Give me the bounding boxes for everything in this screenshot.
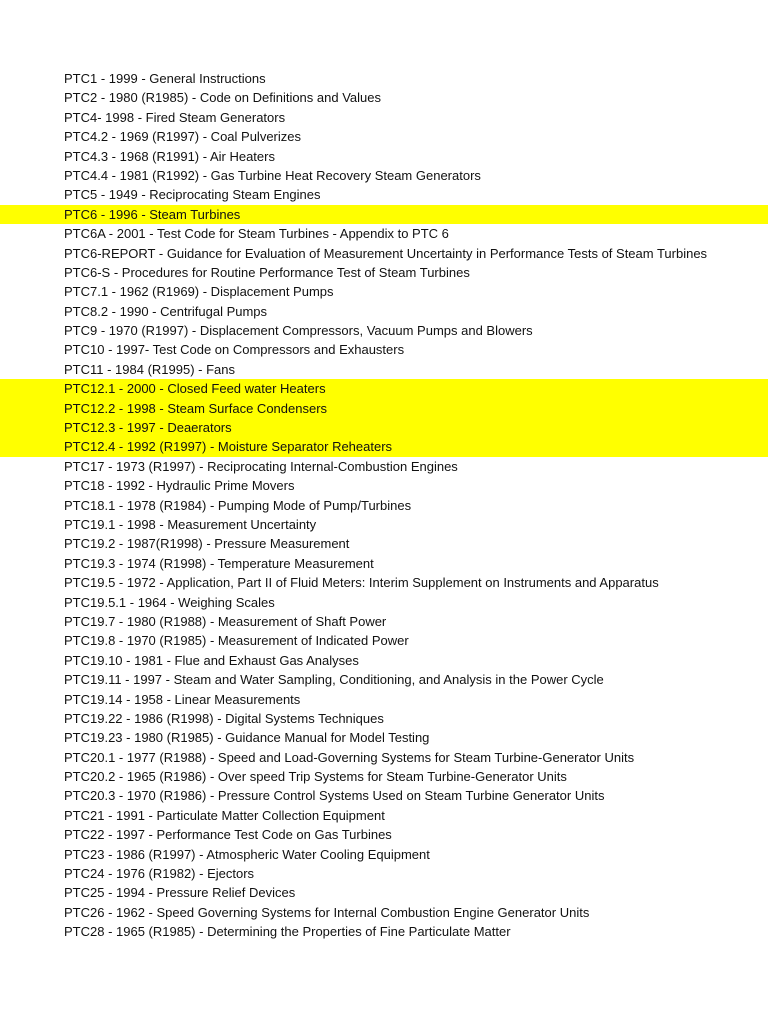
list-item: PTC2 - 1980 (R1985) - Code on Definitions and Values [64, 90, 381, 106]
list-item: PTC11 - 1984 (R1995) - Fans [64, 361, 235, 377]
list-item: PTC19.5 - 1972 - Application, Part II of Fluid Meters: Interim Supplement on Instruments and Apparatus [64, 575, 659, 591]
list-item: PTC19.8 - 1970 (R1985) - Measurement of Indicated Power [64, 633, 409, 649]
highlighted-list-item: PTC12.2 - 1998 - Steam Surface Condensers [0, 399, 768, 418]
list-item: PTC19.14 - 1958 - Linear Measurements [64, 691, 301, 707]
list-item: PTC19.23 - 1980 (R1985) - Guidance Manual for Model Testing [64, 730, 430, 746]
list-item: PTC25 - 1994 - Pressure Relief Devices [64, 885, 296, 901]
list-item: PTC19.2 - 1987(R1998) - Pressure Measurement [64, 536, 350, 552]
list-item: PTC6-S - Procedures for Routine Performance Test of Steam Turbines [64, 264, 470, 280]
list-item: PTC18 - 1992 - Hydraulic Prime Movers [64, 478, 295, 494]
list-item: PTC28 - 1965 (R1985) - Determining the Properties of Fine Particulate Matter [64, 924, 511, 940]
list-item: PTC19.22 - 1986 (R1998) - Digital Systems Techniques [64, 710, 384, 726]
highlighted-list-item: PTC12.4 - 1992 (R1997) - Moisture Separator Reheaters [0, 437, 768, 456]
list-item: PTC17 - 1973 (R1997) - Reciprocating Internal-Combustion Engines [64, 458, 458, 474]
list-item: PTC20.2 - 1965 (R1986) - Over speed Trip Systems for Steam Turbine-Generator Units [64, 769, 567, 785]
highlighted-list-item: PTC6 - 1996 - Steam Turbines [0, 205, 768, 224]
list-item: PTC19.10 - 1981 - Flue and Exhaust Gas Analyses [64, 652, 359, 668]
list-item: PTC10 - 1997- Test Code on Compressors and Exhausters [64, 342, 405, 358]
list-item: PTC19.3 - 1974 (R1998) - Temperature Measurement [64, 555, 374, 571]
list-item: PTC24 - 1976 (R1982) - Ejectors [64, 866, 255, 882]
list-item: PTC19.11 - 1997 - Steam and Water Sampling, Conditioning, and Analysis in the Power Cycle [64, 672, 604, 688]
list-item: PTC19.7 - 1980 (R1988) - Measurement of Shaft Power [64, 613, 387, 629]
list-item: PTC26 - 1962 - Speed Governing Systems for Internal Combustion Engine Generator Units [64, 904, 590, 920]
list-item: PTC4.3 - 1968 (R1991) - Air Heaters [64, 148, 275, 164]
list-item: PTC1 - 1999 - General Instructions [64, 71, 266, 86]
list-item: PTC4- 1998 - Fired Steam Generators [64, 109, 286, 125]
list-item: PTC23 - 1986 (R1997) - Atmospheric Water Cooling Equipment [64, 846, 430, 862]
highlighted-list-item: PTC12.1 - 2000 - Closed Feed water Heaters [0, 379, 768, 398]
list-item: PTC22 - 1997 - Performance Test Code on Gas Turbines [64, 827, 392, 843]
list-item: PTC6-REPORT - Guidance for Evaluation of Measurement Uncertainty in Performance Tests of Steam Turbines [64, 245, 708, 261]
list-item: PTC20.1 - 1977 (R1988) - Speed and Load-Governing Systems for Steam Turbine-Generator Units [64, 749, 635, 765]
list-item: PTC9 - 1970 (R1997) - Displacement Compressors, Vacuum Pumps and Blowers [64, 323, 533, 339]
list-item: PTC8.2 - 1990 - Centrifugal Pumps [64, 303, 268, 319]
list-item: PTC4.2 - 1969 (R1997) - Coal Pulverizes [64, 129, 301, 145]
list-item: PTC5 - 1949 - Reciprocating Steam Engines [64, 187, 321, 203]
code-list [0, 69, 768, 942]
list-item: PTC4.4 - 1981 (R1992) - Gas Turbine Heat Recovery Steam Generators [64, 167, 481, 183]
list-item: PTC7.1 - 1962 (R1969) - Displacement Pumps [64, 284, 334, 300]
highlighted-list-item: PTC12.3 - 1997 - Deaerators [0, 418, 768, 437]
list-item: PTC18.1 - 1978 (R1984) - Pumping Mode of Pump/Turbines [64, 497, 412, 513]
list-item: PTC20.3 - 1970 (R1986) - Pressure Control Systems Used on Steam Turbine Generator Units [64, 788, 605, 804]
list-item: PTC21 - 1991 - Particulate Matter Collection Equipment [64, 807, 385, 823]
list-item: PTC19.5.1 - 1964 - Weighing Scales [64, 594, 275, 610]
list-item: PTC6A - 2001 - Test Code for Steam Turbines - Appendix to PTC 6 [64, 226, 449, 242]
list-item: PTC19.1 - 1998 - Measurement Uncertainty [64, 516, 317, 532]
